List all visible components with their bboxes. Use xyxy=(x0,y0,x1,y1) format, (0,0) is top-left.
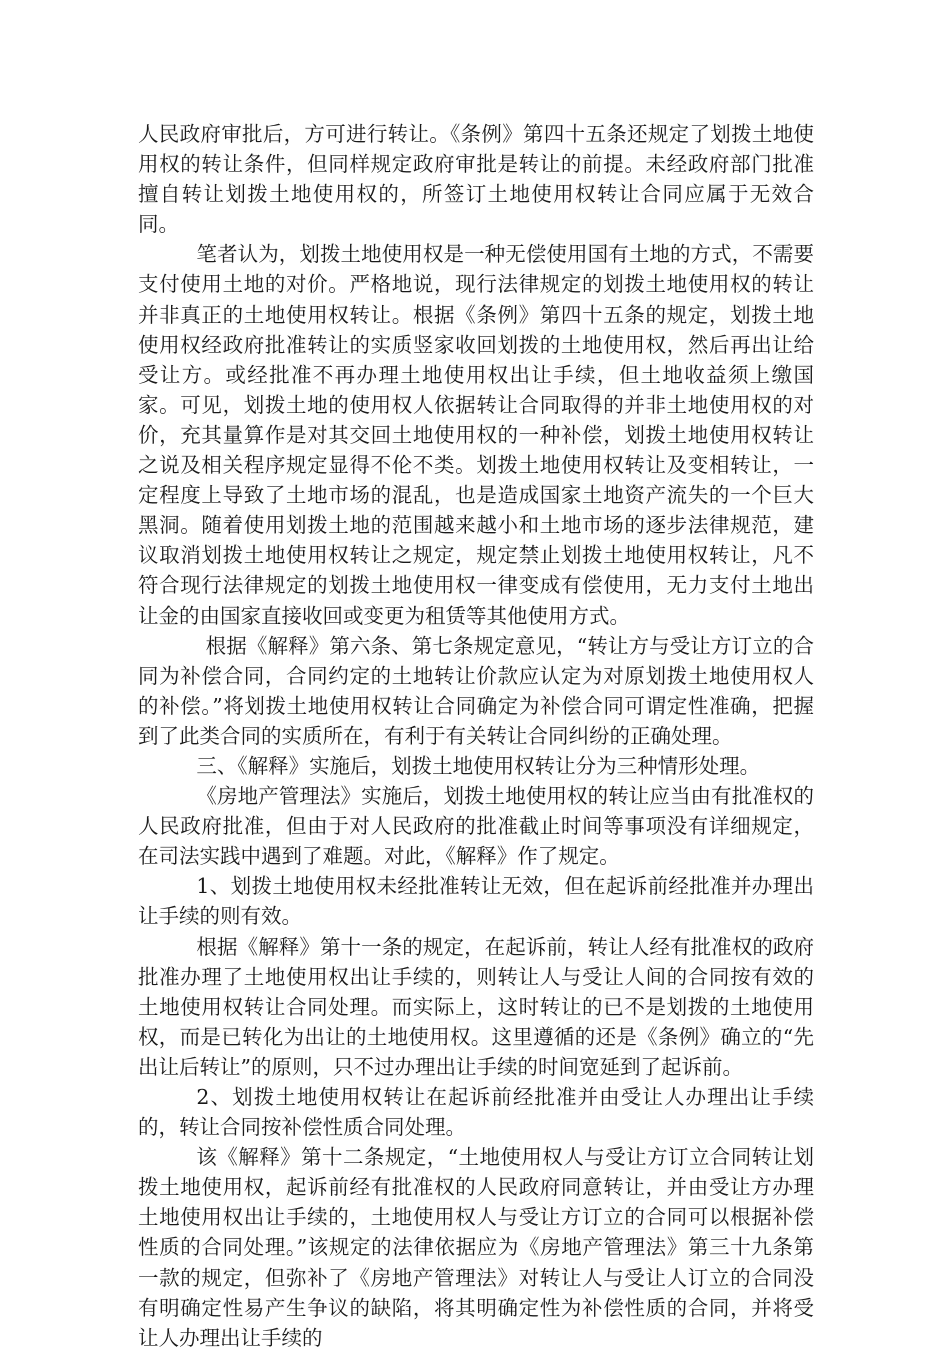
paragraph-5: 根据《解释》第十一条的规定，在起诉前，转让人经有批准权的政府批准办理了土地使用权出让手续的，则转让人与受让人间的合同按有效的土地使用权转让合同处理。而实际上，这时转让的已不是划拨的土地使用权，而是已转化为出让的土地使用权。这里遵循的还是《条例》确立的“先出让后转让”的原则，只不过办理出让手续的时间宽延到了起诉前。 xyxy=(138,934,814,1079)
paragraph-3: 根据《解释》第六条、第七条规定意见，“转让方与受让方订立的合同为补偿合同，合同约定的土地转让价款应认定为对原划拨土地使用权人的补偿。”将划拨土地使用权转让合同确定为补偿合同可谓定性准确，把握到了此类合同的实质所在，有利于有关转让合同纠纷的正确处理。 xyxy=(138,633,814,748)
subheading-1: 1、划拨土地使用权未经批准转让无效，但在起诉前经批准并办理出让手续的则有效。 xyxy=(138,874,814,929)
paragraph-6: 该《解释》第十二条规定，“土地使用权人与受让方订立合同转让划拨土地使用权，起诉前经有批准权的人民政府同意转让，并由受让方办理土地使用权出让手续的，土地使用权人与受让方订立的合同可以根据补偿性质的合同处理。”该规定的法律依据应为《房地产管理法》第三十九条第一款的规定，但弥补了《房地产管理法》对转让人与受让人订立的合同没有明确定性易产生争议的缺陷，将其明确定性为补偿性质的合同，并将受让人办理出让手续的 xyxy=(138,1145,814,1350)
document-body xyxy=(138,119,814,1353)
paragraph-2: 笔者认为，划拨土地使用权是一种无偿使用国有土地的方式，不需要支付使用土地的对价。严格地说，现行法律规定的划拨土地使用权的转让并非真正的土地使用权转让。根据《条例》第四十五条的规定，划拨土地使用权经政府批准转让的实质竖家收回划拨的土地使用权，然后再出让给受让方。或经批准不再办理土地使用权出让手续，但土地收益须上缴国家。可见，划拨土地的使用权人依据转让合同取得的并非土地使用权的对价，充其量算作是对其交回土地使用权的一种补偿，划拨土地使用权转让之说及相关程序规定显得不伦不类。划拨土地使用权转让及变相转让，一定程度上导致了土地市场的混乱，也是造成国家土地资产流失的一个巨大黑洞。随着使用划拨土地的范围越来越小和土地市场的逐步法律规范，建议取消划拨土地使用权转让之规定，规定禁止划拨土地使用权转让，凡不符合现行法律规定的划拨土地使用权一律变成有偿使用，无力支付土地出让金的由国家直接收回或变更为租赁等其他使用方式。 xyxy=(138,242,814,628)
paragraph-4: 《房地产管理法》实施后，划拨土地使用权的转让应当由有批准权的人民政府批准，但由于对人民政府的批准截止时间等事项没有详细规定，在司法实践中遇到了难题。对此，《解释》作了规定。 xyxy=(138,784,814,869)
subheading-2: 2、划拨土地使用权转让在起诉前经批准并由受让人办理出让手续的，转让合同按补偿性质合同处理。 xyxy=(138,1085,814,1140)
section-heading-3: 三、《解释》实施后，划拨土地使用权转让分为三种情形处理。 xyxy=(196,753,761,778)
paragraph-1: 人民政府审批后，方可进行转让。《条例》第四十五条还规定了划拨土地使用权的转让条件，但同样规定政府审批是转让的前提。未经政府部门批准擅自转让划拨土地使用权的，所签订土地使用权转让合同应属于无效合同。 xyxy=(138,122,814,237)
